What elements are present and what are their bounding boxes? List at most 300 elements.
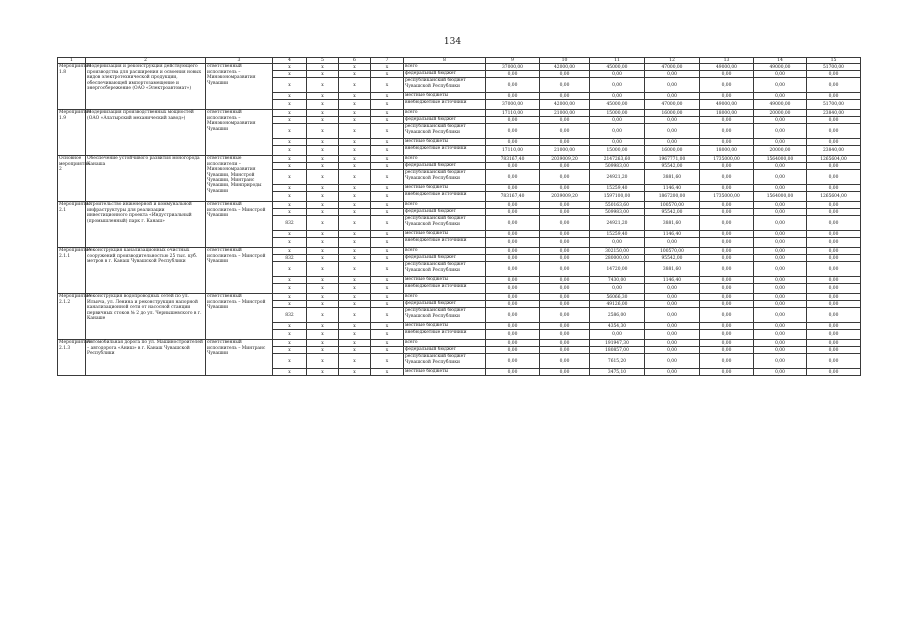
code-cell: x (307, 340, 339, 347)
code-cell: x (273, 347, 307, 354)
funding-source: республиканский бюджет Чувашской Республики (404, 124, 486, 139)
amount-cell: 1265604,00 (807, 192, 861, 202)
code-cell: x (307, 248, 339, 255)
code-cell: x (307, 185, 339, 192)
page-number: 134 (443, 37, 462, 47)
amount-cell: 0,00 (590, 238, 645, 248)
amount-cell: 0,00 (807, 209, 861, 216)
code-cell: x (307, 146, 339, 156)
column-header: 8 (404, 58, 486, 64)
code-cell: x (339, 185, 371, 192)
amount-cell: 0,00 (700, 340, 754, 347)
code-cell: 832 (273, 255, 307, 262)
amount-cell: 550163,60 (590, 202, 645, 209)
code-cell: x (371, 100, 404, 110)
table-row (58, 340, 861, 347)
amount-cell: 0,00 (486, 93, 540, 100)
amount-cell: 0,00 (700, 238, 754, 248)
amount-cell: 7430,00 (590, 277, 645, 284)
code-cell: x (273, 170, 307, 185)
measure-id: Мероприятие 2.1.1 (58, 248, 86, 294)
amount-cell: 0,00 (540, 231, 590, 238)
code-cell: x (273, 294, 307, 301)
amount-cell: 0,00 (754, 255, 807, 262)
amount-cell: 0,00 (486, 284, 540, 294)
code-cell: x (339, 284, 371, 294)
code-cell: x (273, 124, 307, 139)
code-cell: x (371, 117, 404, 124)
code-cell: x (273, 156, 307, 163)
amount-cell: 0,00 (754, 277, 807, 284)
amount-cell: 0,00 (754, 294, 807, 301)
code-cell: x (273, 163, 307, 170)
code-cell: x (307, 294, 339, 301)
amount-cell: 0,00 (540, 294, 590, 301)
amount-cell: 0,00 (486, 170, 540, 185)
amount-cell: 0,00 (807, 202, 861, 209)
amount-cell: 0,00 (486, 369, 540, 376)
amount-cell: 0,00 (700, 323, 754, 330)
code-cell: x (371, 93, 404, 100)
code-cell: x (371, 146, 404, 156)
column-header: 12 (645, 58, 700, 64)
funding-source: федеральный бюджет (404, 301, 486, 308)
code-cell: x (307, 216, 339, 231)
amount-cell: 0,00 (807, 170, 861, 185)
code-cell: x (371, 124, 404, 139)
code-cell: x (307, 255, 339, 262)
code-cell: x (307, 277, 339, 284)
amount-cell: 0,00 (645, 347, 700, 354)
amount-cell: 56066,30 (590, 294, 645, 301)
amount-cell: 0,00 (645, 330, 700, 340)
measure-name: Обеспечение устойчивого развития моногорода Канаша (86, 156, 206, 202)
measure-name: Строительство инженерной и коммунальной инфраструктуры для реализации инвестиционного проекта «Индустриальный (промышленный) парк г. Канаш» (86, 202, 206, 248)
amount-cell: 37000,00 (486, 100, 540, 110)
funding-source: федеральный бюджет (404, 255, 486, 262)
amount-cell: 0,00 (807, 216, 861, 231)
amount-cell: 0,00 (700, 354, 754, 369)
amount-cell: 0,00 (754, 124, 807, 139)
amount-cell: 0,00 (754, 93, 807, 100)
code-cell: x (371, 308, 404, 323)
code-cell: x (371, 301, 404, 308)
amount-cell: 24921,20 (590, 216, 645, 231)
measure-name: Модернизация и реконструкция действующего производства для расширения и освоения новых видов электротехнической продукции, обеспечивающей импортозамещение и энергосбережение (ОАО «Электроавтомат») (86, 64, 206, 110)
amount-cell: 0,00 (754, 216, 807, 231)
code-cell: x (339, 64, 371, 71)
code-cell: x (371, 340, 404, 347)
code-cell: x (339, 308, 371, 323)
amount-cell: 0,00 (700, 294, 754, 301)
amount-cell: 0,00 (486, 78, 540, 93)
responsible-executor: ответственный исполнитель – Минстрой Чувашии (206, 248, 273, 294)
amount-cell: 1146,40 (645, 185, 700, 192)
column-header: 11 (590, 58, 645, 64)
code-cell: x (339, 100, 371, 110)
amount-cell: 0,00 (645, 294, 700, 301)
amount-cell: 0,00 (645, 139, 700, 146)
code-cell: x (371, 64, 404, 71)
amount-cell: 0,00 (486, 262, 540, 277)
amount-cell: 0,00 (754, 330, 807, 340)
amount-cell: 0,00 (486, 163, 540, 170)
amount-cell: 1146,40 (645, 231, 700, 238)
amount-cell: 100570,00 (645, 248, 700, 255)
amount-cell: 0,00 (486, 340, 540, 347)
funding-source: республиканский бюджет Чувашской Республики (404, 78, 486, 93)
responsible-executor: ответственный исполнитель – Минэкономразвития Чувашии (206, 64, 273, 110)
amount-cell: 0,00 (540, 323, 590, 330)
amount-cell: 0,00 (486, 231, 540, 238)
amount-cell: 0,00 (486, 124, 540, 139)
amount-cell: 42000,00 (540, 64, 590, 71)
amount-cell: 0,00 (807, 301, 861, 308)
amount-cell: 0,00 (540, 209, 590, 216)
amount-cell: 0,00 (486, 117, 540, 124)
amount-cell: 0,00 (700, 216, 754, 231)
code-cell: x (371, 347, 404, 354)
amount-cell: 0,00 (754, 369, 807, 376)
code-cell: x (273, 330, 307, 340)
amount-cell: 18000,00 (700, 146, 754, 156)
measure-id: Мероприятие 1.9 (58, 110, 86, 156)
amount-cell: 0,00 (486, 330, 540, 340)
amount-cell: 95542,00 (645, 255, 700, 262)
funding-source: всего (404, 156, 486, 163)
funding-source: местные бюджеты (404, 277, 486, 284)
amount-cell: 0,00 (807, 238, 861, 248)
code-cell: x (371, 170, 404, 185)
amount-cell: 0,00 (807, 262, 861, 277)
amount-cell: 1564000,00 (754, 156, 807, 163)
amount-cell: 21000,00 (540, 110, 590, 117)
funding-source: внебюджетные источники (404, 330, 486, 340)
column-header: 2 (86, 58, 206, 64)
code-cell: x (371, 185, 404, 192)
amount-cell: 0,00 (754, 117, 807, 124)
code-cell: x (307, 231, 339, 238)
amount-cell: 21000,00 (540, 146, 590, 156)
amount-cell: 0,00 (807, 323, 861, 330)
amount-cell: 0,00 (590, 330, 645, 340)
amount-cell: 0,00 (645, 354, 700, 369)
measure-id: Мероприятие 2.1 (58, 202, 86, 248)
funding-source: всего (404, 110, 486, 117)
amount-cell: 0,00 (700, 124, 754, 139)
funding-source: федеральный бюджет (404, 347, 486, 354)
amount-cell: 180857,00 (590, 347, 645, 354)
amount-cell: 0,00 (645, 78, 700, 93)
amount-cell: 0,00 (645, 238, 700, 248)
amount-cell: 0,00 (807, 93, 861, 100)
amount-cell: 0,00 (807, 124, 861, 139)
code-cell: x (273, 248, 307, 255)
amount-cell: 42000,00 (540, 100, 590, 110)
amount-cell: 20000,00 (754, 110, 807, 117)
amount-cell: 0,00 (645, 93, 700, 100)
amount-cell: 49126,00 (590, 301, 645, 308)
funding-source: федеральный бюджет (404, 209, 486, 216)
code-cell: x (371, 110, 404, 117)
amount-cell: 0,00 (540, 117, 590, 124)
code-cell: x (307, 110, 339, 117)
code-cell: x (339, 71, 371, 78)
amount-cell: 0,00 (486, 347, 540, 354)
amount-cell: 0,00 (807, 163, 861, 170)
amount-cell: 3881,60 (645, 216, 700, 231)
code-cell: x (273, 192, 307, 202)
amount-cell: 0,00 (700, 71, 754, 78)
amount-cell: 23840,00 (807, 146, 861, 156)
amount-cell: 3881,60 (645, 262, 700, 277)
code-cell: x (371, 284, 404, 294)
responsible-executor: ответственный исполнитель – Минэкономразвития Чувашии (206, 110, 273, 156)
code-cell: x (273, 139, 307, 146)
amount-cell: 0,00 (486, 139, 540, 146)
amount-cell: 0,00 (754, 139, 807, 146)
code-cell: x (339, 262, 371, 277)
code-cell: x (339, 231, 371, 238)
code-cell: x (307, 323, 339, 330)
amount-cell: 0,00 (700, 301, 754, 308)
funding-source: местные бюджеты (404, 369, 486, 376)
amount-cell: 0,00 (807, 277, 861, 284)
funding-source: местные бюджеты (404, 139, 486, 146)
amount-cell: 1564000,00 (754, 192, 807, 202)
amount-cell: 15259,40 (590, 231, 645, 238)
amount-cell: 0,00 (807, 308, 861, 323)
amount-cell: 95542,00 (645, 209, 700, 216)
amount-cell: 0,00 (540, 163, 590, 170)
code-cell: x (339, 124, 371, 139)
code-cell: x (371, 202, 404, 209)
amount-cell: 0,00 (700, 202, 754, 209)
code-cell: x (307, 209, 339, 216)
amount-cell: 7615,20 (590, 354, 645, 369)
amount-cell: 18000,00 (700, 110, 754, 117)
amount-cell: 23840,00 (807, 110, 861, 117)
amount-cell: 0,00 (754, 231, 807, 238)
code-cell: x (273, 301, 307, 308)
amount-cell: 0,00 (700, 255, 754, 262)
code-cell: x (307, 369, 339, 376)
amount-cell: 0,00 (540, 347, 590, 354)
code-cell: x (307, 93, 339, 100)
funding-source: федеральный бюджет (404, 163, 486, 170)
code-cell: x (339, 110, 371, 117)
amount-cell: 0,00 (486, 277, 540, 284)
amount-cell: 0,00 (807, 78, 861, 93)
measure-id: Мероприятие 1.8 (58, 64, 86, 110)
amount-cell: 1146,40 (645, 277, 700, 284)
amount-cell: 0,00 (807, 71, 861, 78)
code-cell: x (339, 255, 371, 262)
code-cell: x (371, 238, 404, 248)
code-cell: x (339, 170, 371, 185)
code-cell: x (307, 262, 339, 277)
measure-id: Мероприятие 2.1.3 (58, 340, 86, 376)
amount-cell: 0,00 (754, 209, 807, 216)
amount-cell: 0,00 (590, 284, 645, 294)
amount-cell: 0,00 (807, 255, 861, 262)
code-cell: x (371, 139, 404, 146)
code-cell: x (339, 192, 371, 202)
amount-cell: 0,00 (700, 209, 754, 216)
code-cell: x (273, 64, 307, 71)
amount-cell: 0,00 (807, 369, 861, 376)
code-cell: x (339, 202, 371, 209)
code-cell: x (273, 71, 307, 78)
amount-cell: 1597100,00 (590, 192, 645, 202)
column-header: 7 (371, 58, 404, 64)
amount-cell: 0,00 (540, 330, 590, 340)
amount-cell: 783167,40 (486, 156, 540, 163)
amount-cell: 0,00 (807, 340, 861, 347)
amount-cell: 0,00 (700, 248, 754, 255)
amount-cell: 0,00 (700, 139, 754, 146)
code-cell: x (273, 185, 307, 192)
amount-cell: 0,00 (645, 301, 700, 308)
amount-cell: 0,00 (486, 71, 540, 78)
code-cell: x (339, 78, 371, 93)
amount-cell: 4354,30 (590, 323, 645, 330)
column-header: 14 (754, 58, 807, 64)
table-row (58, 64, 861, 71)
code-cell: x (371, 354, 404, 369)
amount-cell: 0,00 (590, 78, 645, 93)
amount-cell: 0,00 (486, 354, 540, 369)
amount-cell: 0,00 (807, 354, 861, 369)
funding-source: федеральный бюджет (404, 71, 486, 78)
amount-cell: 0,00 (540, 248, 590, 255)
code-cell: x (273, 231, 307, 238)
funding-source: республиканский бюджет Чувашской Республики (404, 216, 486, 231)
amount-cell: 0,00 (540, 170, 590, 185)
amount-cell: 783167,40 (486, 192, 540, 202)
table-row (58, 156, 861, 163)
column-header: 1 (58, 58, 86, 64)
responsible-executor: ответственный исполнитель – Минтранс Чувашии (206, 340, 273, 376)
amount-cell: 3475,10 (590, 369, 645, 376)
amount-cell: 0,00 (700, 369, 754, 376)
amount-cell: 0,00 (754, 71, 807, 78)
amount-cell: 0,00 (486, 323, 540, 330)
amount-cell: 0,00 (540, 185, 590, 192)
code-cell: x (273, 78, 307, 93)
amount-cell: 2586,00 (590, 308, 645, 323)
amount-cell: 0,00 (540, 340, 590, 347)
amount-cell: 1867200,00 (645, 192, 700, 202)
code-cell: x (339, 117, 371, 124)
code-cell: x (339, 301, 371, 308)
code-cell: 832 (273, 308, 307, 323)
code-cell: x (339, 156, 371, 163)
amount-cell: 0,00 (807, 284, 861, 294)
funding-source: федеральный бюджет (404, 117, 486, 124)
column-header: 5 (307, 58, 339, 64)
code-cell: x (371, 78, 404, 93)
code-cell: x (371, 277, 404, 284)
code-cell: x (371, 369, 404, 376)
amount-cell: 0,00 (486, 202, 540, 209)
amount-cell: 17110,00 (486, 110, 540, 117)
code-cell: x (307, 64, 339, 71)
amount-cell: 0,00 (486, 294, 540, 301)
amount-cell: 45000,00 (590, 64, 645, 71)
code-cell: x (371, 231, 404, 238)
funding-source: республиканский бюджет Чувашской Республики (404, 354, 486, 369)
funding-source: республиканский бюджет Чувашской Республики (404, 262, 486, 277)
code-cell: x (371, 248, 404, 255)
code-cell: x (307, 238, 339, 248)
amount-cell: 509983,00 (590, 163, 645, 170)
code-cell: x (273, 284, 307, 294)
amount-cell: 0,00 (754, 347, 807, 354)
code-cell: x (307, 308, 339, 323)
column-header: 3 (206, 58, 273, 64)
amount-cell: 0,00 (754, 170, 807, 185)
code-cell: x (307, 78, 339, 93)
budget-table (57, 57, 861, 376)
amount-cell: 0,00 (486, 209, 540, 216)
code-cell: x (307, 156, 339, 163)
amount-cell: 0,00 (807, 294, 861, 301)
code-cell: x (273, 354, 307, 369)
amount-cell: 0,00 (540, 354, 590, 369)
code-cell: 832 (273, 216, 307, 231)
amount-cell: 2039009,20 (540, 192, 590, 202)
amount-cell: 0,00 (700, 93, 754, 100)
code-cell: x (307, 139, 339, 146)
amount-cell: 51700,00 (807, 100, 861, 110)
code-cell: x (339, 248, 371, 255)
amount-cell: 0,00 (700, 277, 754, 284)
code-cell: x (339, 238, 371, 248)
amount-cell: 0,00 (645, 369, 700, 376)
code-cell: x (273, 340, 307, 347)
funding-source: внебюджетные источники (404, 238, 486, 248)
amount-cell: 191947,30 (590, 340, 645, 347)
table-row (58, 294, 861, 301)
code-cell: x (307, 284, 339, 294)
amount-cell: 0,00 (540, 277, 590, 284)
amount-cell: 0,00 (486, 301, 540, 308)
code-cell: x (339, 354, 371, 369)
amount-cell: 0,00 (754, 340, 807, 347)
code-cell: x (371, 209, 404, 216)
amount-cell: 0,00 (754, 284, 807, 294)
amount-cell: 49000,00 (754, 64, 807, 71)
amount-cell: 0,00 (754, 248, 807, 255)
amount-cell: 0,00 (540, 262, 590, 277)
column-header: 13 (700, 58, 754, 64)
code-cell: x (339, 347, 371, 354)
funding-source: всего (404, 340, 486, 347)
amount-cell: 0,00 (590, 139, 645, 146)
amount-cell: 2147263,60 (590, 156, 645, 163)
code-cell: x (273, 209, 307, 216)
amount-cell: 0,00 (754, 78, 807, 93)
amount-cell: 0,00 (486, 238, 540, 248)
amount-cell: 20000,00 (754, 146, 807, 156)
code-cell: x (371, 255, 404, 262)
amount-cell: 0,00 (700, 347, 754, 354)
amount-cell: 49000,00 (754, 100, 807, 110)
amount-cell: 0,00 (754, 238, 807, 248)
funding-source: всего (404, 64, 486, 71)
table-row (58, 110, 861, 117)
